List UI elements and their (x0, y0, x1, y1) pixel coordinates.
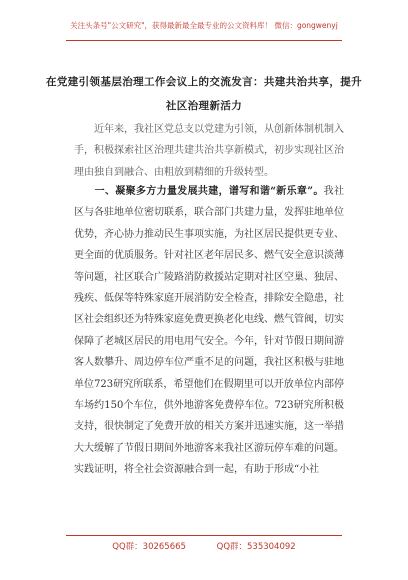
section-1-body: 我社区与各驻地单位密切联系，联合部门共建力量，发挥驻地单位优势，齐心协力推动民生事项实施，为社区居民提供更专业、更全面的优质服务。针对社区老年居民多、燃气安全意识淡薄等问题，社区联合广陵路消防救援站定期对社区空巢、独居、残疾、低保等特殊家庭开展消防安全检查，排除安全隐患，社区社会组织还为特殊家庭免费更换老化电线、燃气管阀，切实保障了老城区居民的用电用气安全。今年，针对节假日期间游客人数攀升、周边停车位严重不足的问题，我社区积极与驻地单位723研究所联系，希望他们在假期里可以开放单位内部停车场约150个车位，供外地游客免费停车位。723研究所积极支持，很快制定了免费开放的相关方案并迅速实施，这一举措大大缓解了节假日期间外地游客来我社区游玩停车难的问题。实践证明，将全社会资源融合到一起，有助于形成“小社 (74, 186, 344, 476)
header-banner: 关注头条号"公文研究"，获得最新最全最专业的公文资料库！ 微信：gongwenyj (70, 21, 338, 30)
page-title: 在党建引领基层治理工作会议上的交流发言：共建共治共享，提升社区治理新活力 (45, 76, 363, 112)
section-1-paragraph (74, 181, 344, 481)
qq-group-1: QQ群：30265665 (112, 542, 186, 552)
section-1-heading: 一、凝聚多方力量发展共建，谱写和谐“新乐章”。 (94, 186, 324, 197)
intro-text: 近年来，我社区党总支以党建为引领，从创新体制机制入手，积极探索社区治理共建共治共享新模式，初步实现社区治理由独自到融合、由粗放到精细的升级转型。 (74, 124, 344, 178)
header-divider (66, 40, 342, 41)
qq-group-2: QQ群：535304092 (216, 542, 296, 552)
intro-paragraph (74, 119, 344, 183)
footer-contacts (0, 540, 408, 552)
footer-divider (66, 535, 342, 536)
